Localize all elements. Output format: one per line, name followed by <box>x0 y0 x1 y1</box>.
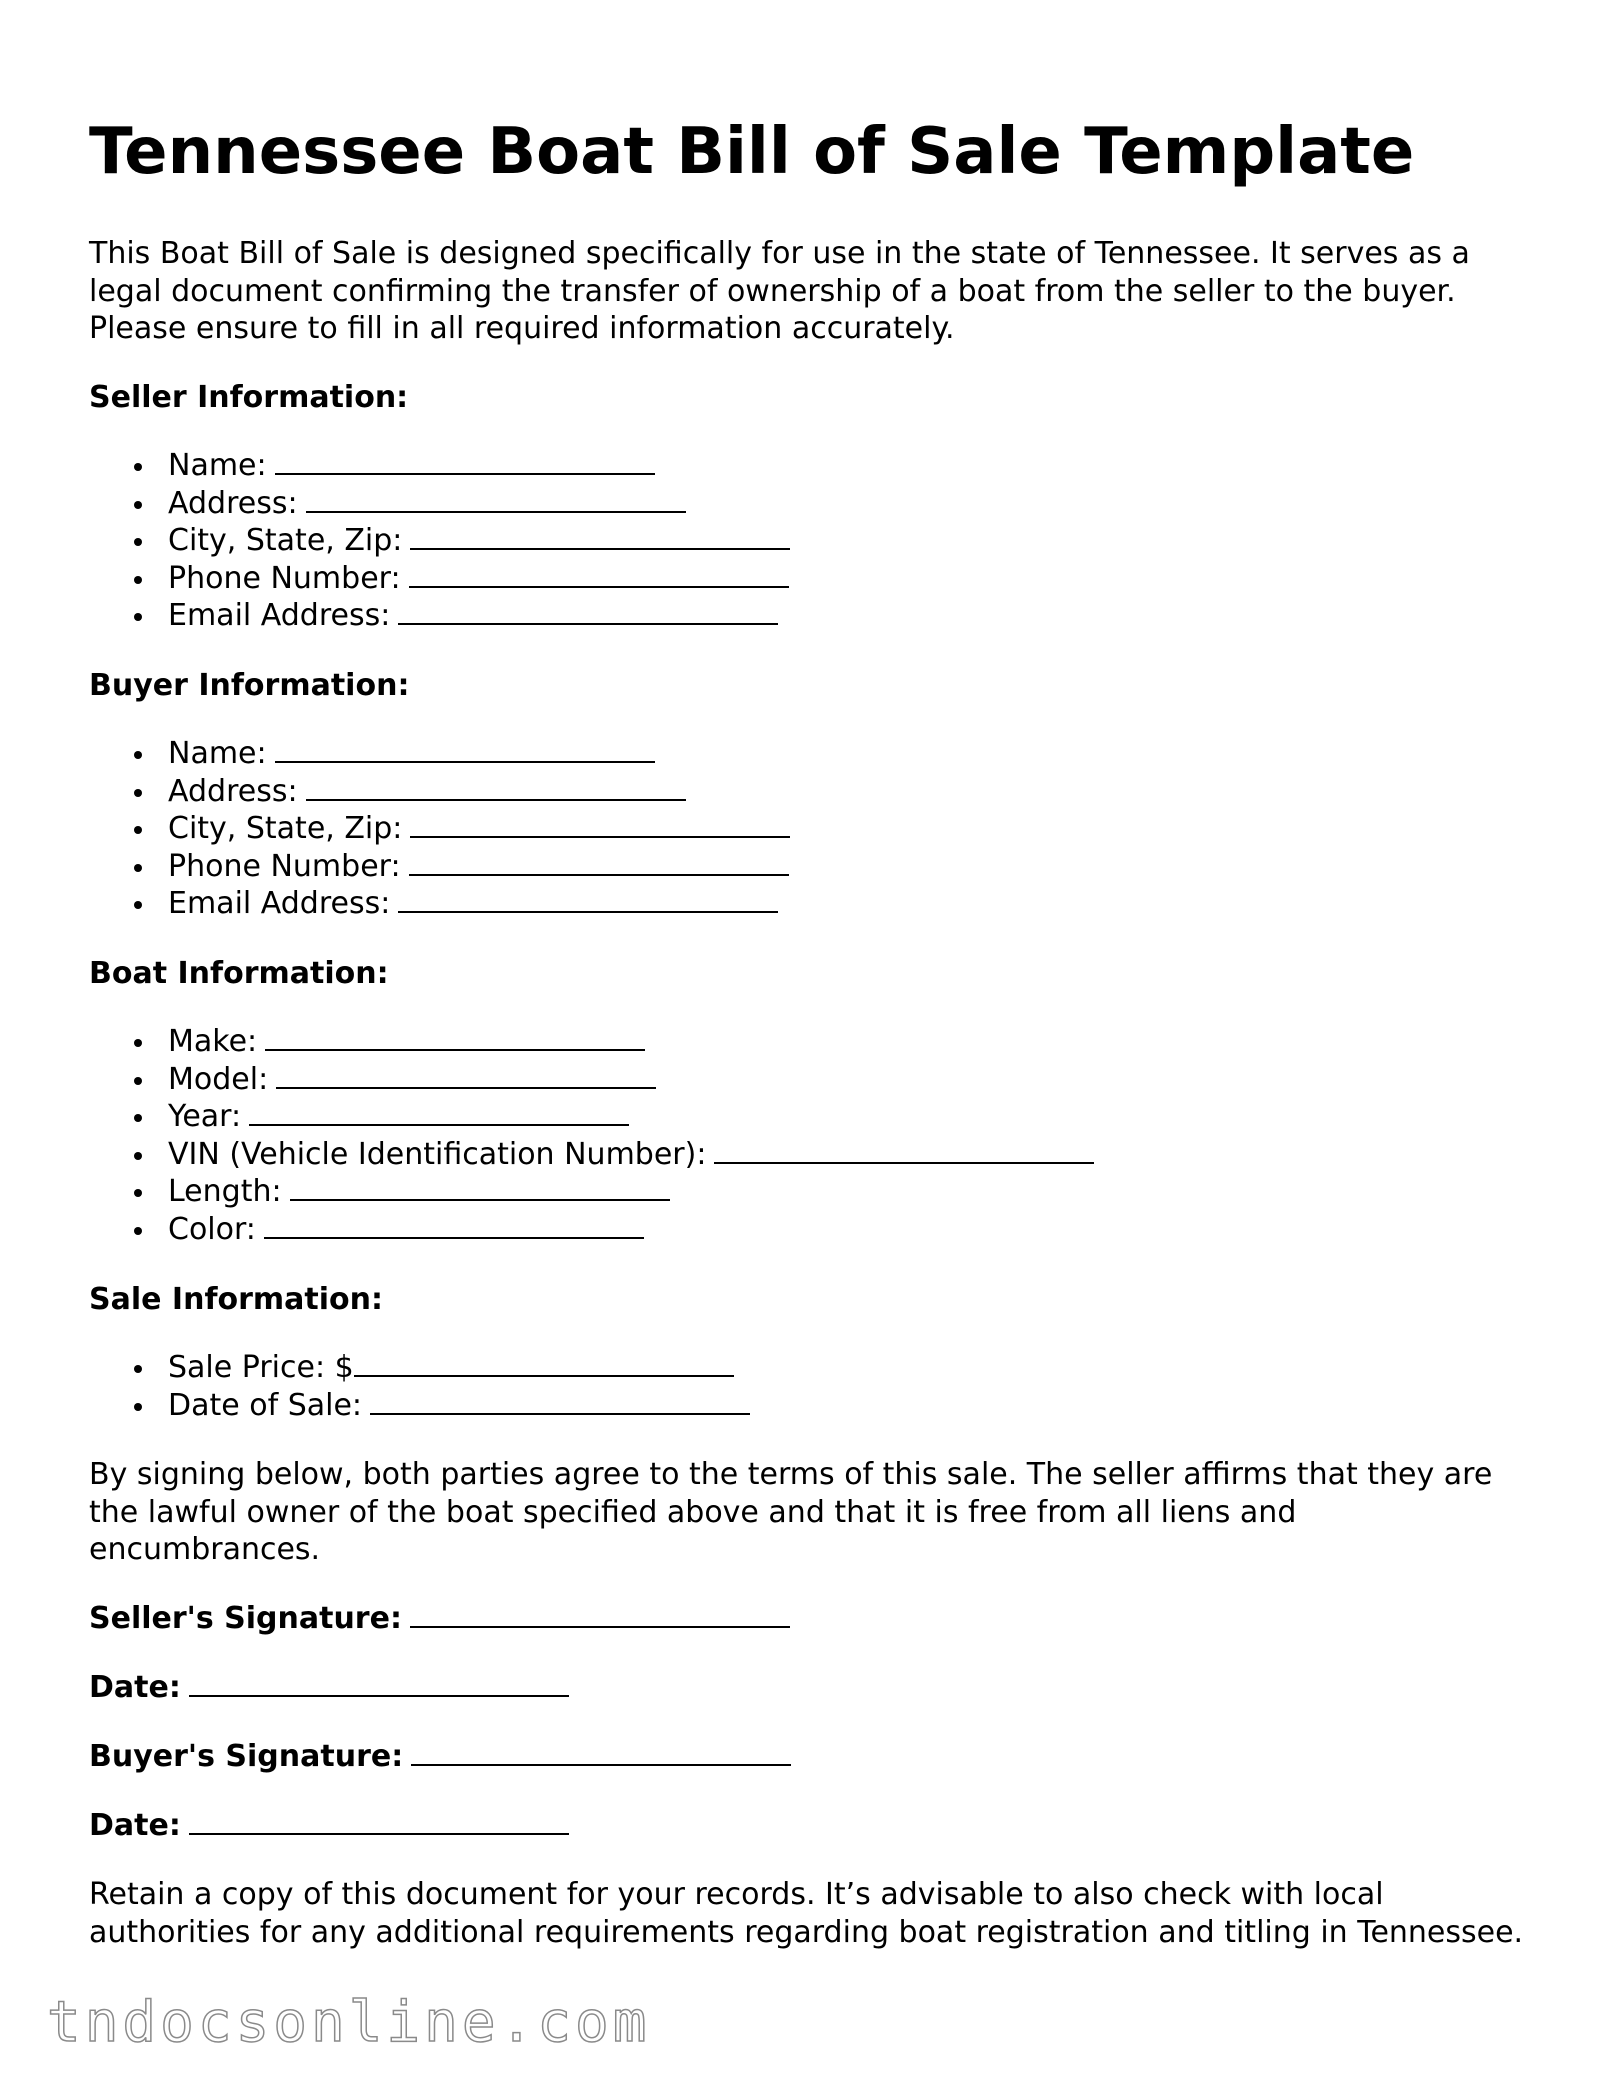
field-label: City, State, Zip: <box>168 523 403 558</box>
watermark: tndocsonline.com <box>47 1990 651 2055</box>
boat-fields <box>89 1023 1094 1248</box>
blank-line[interactable] <box>370 1389 750 1415</box>
field-label: Length: <box>168 1174 282 1209</box>
field-label: Make: <box>168 1024 258 1059</box>
field-label: Sale Price: $ <box>168 1350 354 1385</box>
sale-heading: Sale Information: <box>89 1282 383 1317</box>
seller-signature-line[interactable] <box>89 1600 790 1638</box>
field-label: Name: <box>168 448 267 483</box>
field-label: Address: <box>168 773 298 809</box>
field-label: Address: <box>168 485 298 521</box>
field-label: Email Address: <box>168 886 391 921</box>
boat-heading: Boat Information: <box>89 956 389 991</box>
blank-line[interactable] <box>306 775 686 801</box>
blank-line[interactable] <box>410 812 790 838</box>
seller-heading: Seller Information: <box>89 380 409 415</box>
seller-address-field[interactable] <box>89 485 790 523</box>
field-label: Email Address: <box>168 598 391 633</box>
boat-make-field[interactable] <box>89 1023 1094 1061</box>
field-label: City, State, Zip: <box>168 811 403 846</box>
sale-price-field[interactable] <box>89 1349 750 1387</box>
blank-line[interactable] <box>714 1138 1094 1164</box>
blank-line[interactable] <box>265 1025 645 1051</box>
sale-fields <box>89 1349 750 1424</box>
boat-color-field[interactable] <box>89 1211 1094 1249</box>
buyer-address-field[interactable] <box>89 773 790 811</box>
field-label: Year: <box>168 1099 242 1134</box>
blank-line[interactable] <box>398 887 778 913</box>
signature-label: Date: <box>89 1808 181 1843</box>
field-label: VIN (Vehicle Identification Number): <box>168 1136 707 1172</box>
blank-line[interactable] <box>410 524 790 550</box>
page-title: Tennessee Boat Bill of Sale Template <box>89 115 1415 189</box>
buyer-date-line[interactable] <box>89 1807 569 1845</box>
seller-date-line[interactable] <box>89 1669 569 1707</box>
boat-length-field[interactable] <box>89 1173 1094 1211</box>
buyer-fields <box>89 735 790 923</box>
seller-email-field[interactable] <box>89 597 790 635</box>
field-label: Model: <box>168 1061 269 1097</box>
signature-label: Seller's Signature: <box>89 1601 402 1636</box>
field-label: Name: <box>168 736 267 771</box>
field-label: Color: <box>168 1211 256 1247</box>
seller-name-field[interactable] <box>89 447 790 485</box>
intro-paragraph: This Boat Bill of Sale is designed specifically for use in the state of Tennessee. It serves as a legal document confirming the transfer of ownership of a boat from the seller to the buyer. Please ensure to fill in all required information accurately. <box>89 236 1470 346</box>
buyer-signature-line[interactable] <box>89 1738 791 1776</box>
blank-line[interactable] <box>275 449 655 475</box>
seller-phone-field[interactable] <box>89 560 790 598</box>
seller-city-state-zip-field[interactable] <box>89 522 790 560</box>
blank-line[interactable] <box>290 1175 670 1201</box>
blank-line[interactable] <box>189 1809 569 1835</box>
agreement-paragraph: By signing below, both parties agree to the terms of this sale. The seller affirms that they are the lawful owner of the boat specified above and that it is free from all liens and encumbrances. <box>89 1457 1493 1567</box>
blank-line[interactable] <box>306 487 686 513</box>
blank-line[interactable] <box>249 1100 629 1126</box>
buyer-heading: Buyer Information: <box>89 668 410 703</box>
blank-line[interactable] <box>275 737 655 763</box>
blank-line[interactable] <box>409 562 789 588</box>
blank-line[interactable] <box>411 1740 791 1766</box>
boat-model-field[interactable] <box>89 1061 1094 1099</box>
blank-line[interactable] <box>276 1063 656 1089</box>
blank-line[interactable] <box>354 1351 734 1377</box>
boat-vin-field[interactable] <box>89 1136 1094 1174</box>
buyer-city-state-zip-field[interactable] <box>89 810 790 848</box>
closing-paragraph: Retain a copy of this document for your records. It’s advisable to also check with local authorities for any additional requirements regarding boat registration and titling in Tennessee. <box>89 1877 1524 1950</box>
blank-line[interactable] <box>398 599 778 625</box>
field-label: Phone Number: <box>168 560 401 596</box>
blank-line[interactable] <box>264 1213 644 1239</box>
seller-fields <box>89 447 790 635</box>
buyer-email-field[interactable] <box>89 885 790 923</box>
field-label: Phone Number: <box>168 848 401 884</box>
blank-line[interactable] <box>189 1671 569 1697</box>
signature-label: Date: <box>89 1670 181 1705</box>
buyer-phone-field[interactable] <box>89 848 790 886</box>
field-label: Date of Sale: <box>168 1387 363 1423</box>
buyer-name-field[interactable] <box>89 735 790 773</box>
boat-year-field[interactable] <box>89 1098 1094 1136</box>
sale-date-field[interactable] <box>89 1387 750 1425</box>
signature-label: Buyer's Signature: <box>89 1739 404 1774</box>
blank-line[interactable] <box>410 1602 790 1628</box>
blank-line[interactable] <box>409 850 789 876</box>
